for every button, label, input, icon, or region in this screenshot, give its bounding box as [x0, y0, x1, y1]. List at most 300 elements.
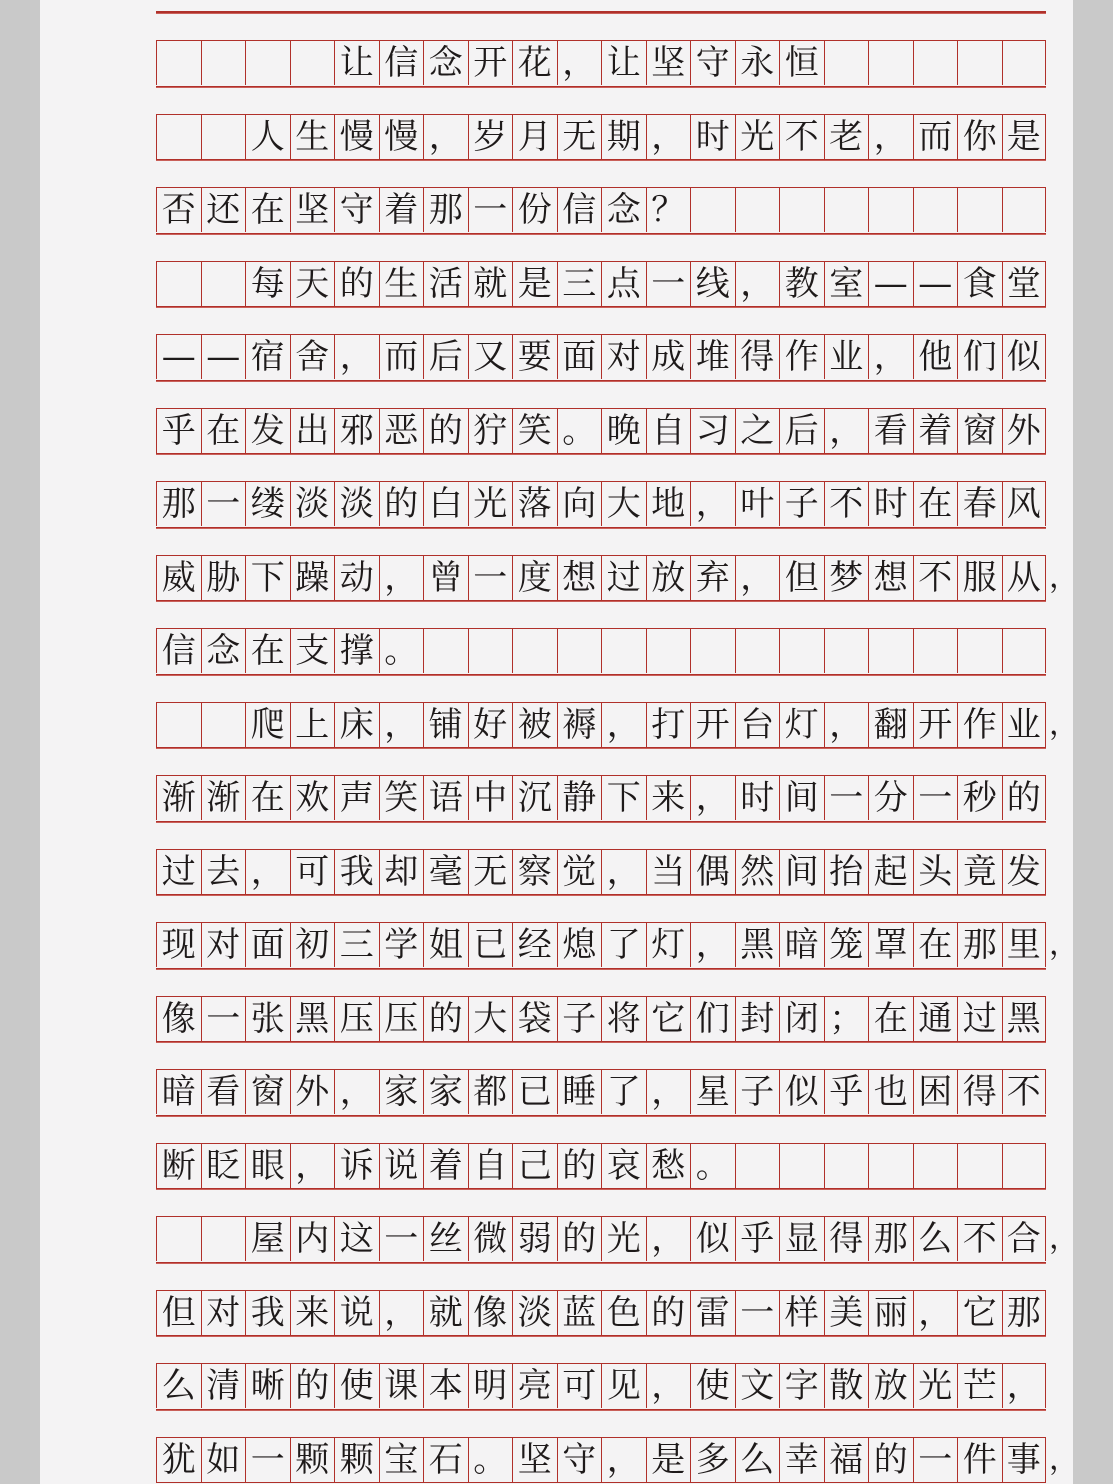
grid-cell: 可	[290, 850, 335, 894]
grid-cell: 使	[334, 1364, 379, 1408]
grid-cell: 的	[423, 997, 468, 1041]
row-spacer	[156, 307, 1046, 335]
grid-cell: 出	[290, 409, 335, 453]
grid-cell: 堆	[690, 335, 735, 379]
grid-cell: 他	[913, 335, 958, 379]
grid-cell: 念	[601, 188, 646, 232]
grid-cell: 起	[868, 850, 913, 894]
row-spacer	[156, 1042, 1046, 1070]
grid-cell: 睡	[557, 1070, 602, 1114]
grid-cell: 似	[1002, 335, 1047, 379]
grid-cell: 天	[290, 262, 335, 306]
grid-cell: 在	[868, 997, 913, 1041]
grid-cell	[957, 1144, 1002, 1188]
grid-cell: 恒	[779, 41, 824, 85]
grid-cell: 窗	[957, 409, 1002, 453]
grid-cell: 使	[690, 1364, 735, 1408]
grid-cell: 暗	[779, 923, 824, 967]
grid-cell: 你	[957, 115, 1002, 159]
grid-cell: 度	[512, 556, 557, 600]
grid-cell: 翻	[868, 703, 913, 747]
grid-cell: 颗	[334, 1438, 379, 1482]
title-row	[156, 13, 1046, 87]
text-row	[156, 1116, 1046, 1190]
row-spacer	[156, 675, 1046, 703]
grid-cell: 里	[1002, 923, 1047, 967]
grid-cell: 过	[156, 850, 201, 894]
cell-strip	[156, 556, 1046, 602]
grid-cell: 室	[824, 262, 869, 306]
grid-cell: 家	[423, 1070, 468, 1114]
grid-cell: 自	[646, 409, 691, 453]
grid-cell: ，	[735, 556, 780, 600]
grid-cell	[690, 188, 735, 232]
grid-cell: 了	[601, 1070, 646, 1114]
grid-cell: 慢	[334, 115, 379, 159]
grid-cell	[1002, 41, 1047, 85]
grid-cell: 春	[957, 482, 1002, 526]
grid-cell: 面	[557, 335, 602, 379]
grid-cell: 但	[779, 556, 824, 600]
grid-cell: 闭	[779, 997, 824, 1041]
grid-cell: 习	[690, 409, 735, 453]
grid-cell: 曾	[423, 556, 468, 600]
grid-cell: 过	[957, 997, 1002, 1041]
grid-cell: 一	[913, 1438, 958, 1482]
grid-cell: 看	[201, 1070, 246, 1114]
grid-cell: 对	[201, 1291, 246, 1335]
grid-cell: 说	[334, 1291, 379, 1335]
grid-cell: 经	[512, 923, 557, 967]
grid-cell: 放	[868, 1364, 913, 1408]
grid-cell: 。	[690, 1144, 735, 1188]
grid-cell: 面	[245, 923, 290, 967]
cell-strip	[156, 115, 1046, 161]
grid-cell: 也	[868, 1070, 913, 1114]
grid-cell: 字	[779, 1364, 824, 1408]
grid-cell: 光	[468, 482, 513, 526]
text-row	[156, 381, 1046, 455]
grid-cell: 发	[245, 409, 290, 453]
grid-cell: 看	[868, 409, 913, 453]
grid-cell: ，	[646, 1070, 691, 1114]
grid-cell: 堂	[1002, 262, 1047, 306]
grid-cell	[824, 629, 869, 673]
grid-cell: 都	[468, 1070, 513, 1114]
grid-cell: 子	[735, 1070, 780, 1114]
cell-strip	[156, 41, 1046, 87]
grid-cell: 的	[423, 409, 468, 453]
grid-cell: 它	[957, 1291, 1002, 1335]
grid-cell: 时	[868, 482, 913, 526]
grid-cell: 的	[557, 1144, 602, 1188]
grid-cell: 笑	[512, 409, 557, 453]
grid-cell: 样	[779, 1291, 824, 1335]
grid-cell: 学	[379, 923, 424, 967]
grid-cell: 弃	[690, 556, 735, 600]
grid-cell	[201, 1217, 246, 1261]
grid-cell	[201, 41, 246, 85]
grid-cell: 觉	[557, 850, 602, 894]
grid-cell: 宝	[379, 1438, 424, 1482]
grid-cell: 成	[646, 335, 691, 379]
grid-cell: 熄	[557, 923, 602, 967]
grid-cell: 躁	[290, 556, 335, 600]
grid-cell: 是	[646, 1438, 691, 1482]
grid-cell: 竟	[957, 850, 1002, 894]
grid-cell: 家	[379, 1070, 424, 1114]
grid-cell: 缕	[245, 482, 290, 526]
grid-cell: 晰	[245, 1364, 290, 1408]
grid-cell: 光	[913, 1364, 958, 1408]
grid-cell: 通	[913, 997, 958, 1041]
text-row	[156, 675, 1079, 749]
row-spacer	[156, 87, 1046, 115]
row-spacer	[156, 454, 1046, 482]
grid-cell: 雷	[690, 1291, 735, 1335]
grid-cell: 们	[957, 335, 1002, 379]
grid-cell: 放	[646, 556, 691, 600]
grid-cell: 花	[512, 41, 557, 85]
grid-cell: 之	[735, 409, 780, 453]
grid-cell: 在	[245, 188, 290, 232]
grid-cell: 抬	[824, 850, 869, 894]
grid-cell: 。	[557, 409, 602, 453]
grid-cell: 业	[824, 335, 869, 379]
grid-cell	[868, 41, 913, 85]
cell-strip	[156, 997, 1046, 1043]
grid-cell: 渐	[156, 776, 201, 820]
grid-cell: 永	[735, 41, 780, 85]
grid-cell: 姐	[423, 923, 468, 967]
grid-cell: 守	[690, 41, 735, 85]
grid-cell: 黑	[1002, 997, 1047, 1041]
cell-strip	[156, 335, 1046, 381]
grid-cell: 亮	[512, 1364, 557, 1408]
grid-cell: ？	[646, 188, 691, 232]
grid-cell: 愁	[646, 1144, 691, 1188]
grid-cell	[512, 629, 557, 673]
text-row	[156, 1410, 1079, 1484]
grid-cell: 间	[779, 850, 824, 894]
grid-cell: 得	[957, 1070, 1002, 1114]
grid-cell: 邪	[334, 409, 379, 453]
grid-cell: 后	[423, 335, 468, 379]
cell-strip	[156, 1217, 1046, 1263]
grid-cell: 来	[290, 1291, 335, 1335]
cell-strip	[156, 629, 1046, 675]
grid-cell: 舍	[290, 335, 335, 379]
grid-cell: 件	[957, 1438, 1002, 1482]
text-row	[156, 895, 1079, 969]
cell-strip	[156, 409, 1046, 455]
grid-cell: 得	[735, 335, 780, 379]
grid-cell: 而	[913, 115, 958, 159]
grid-cell: 着	[379, 188, 424, 232]
grid-cell: 想	[868, 556, 913, 600]
grid-cell: 线	[690, 262, 735, 306]
grid-cell: 被	[512, 703, 557, 747]
grid-cell: 秒	[957, 776, 1002, 820]
grid-cell: 得	[824, 1217, 869, 1261]
grid-cell: 又	[468, 335, 513, 379]
grid-cell: 屋	[245, 1217, 290, 1261]
grid-cell: 乎	[156, 409, 201, 453]
grid-cell: 在	[201, 409, 246, 453]
grid-cell: 罩	[868, 923, 913, 967]
grid-cell: ，	[379, 556, 424, 600]
grid-cell: 的	[379, 482, 424, 526]
cell-strip	[156, 482, 1046, 528]
grid-cell: 否	[156, 188, 201, 232]
grid-cell	[957, 41, 1002, 85]
row-spacer	[156, 528, 1046, 556]
grid-cell: 一	[824, 776, 869, 820]
grid-cell: 可	[557, 1364, 602, 1408]
text-row	[156, 454, 1046, 528]
grid-cell: 笑	[379, 776, 424, 820]
grid-cell: 如	[201, 1438, 246, 1482]
grid-cell: ，	[379, 703, 424, 747]
grid-cell	[156, 1217, 201, 1261]
grid-cell: ，	[646, 1217, 691, 1261]
grid-cell: 月	[512, 115, 557, 159]
row-spacer	[156, 381, 1046, 409]
grid-cell	[913, 1144, 958, 1188]
grid-cell	[646, 629, 691, 673]
grid-cell: 后	[779, 409, 824, 453]
grid-cell	[156, 115, 201, 159]
grid-cell: 时	[735, 776, 780, 820]
grid-cell: 每	[245, 262, 290, 306]
grid-cell	[423, 629, 468, 673]
grid-cell: 开	[468, 41, 513, 85]
grid-cell: 时	[690, 115, 735, 159]
grid-cell: 守	[557, 1438, 602, 1482]
notebook-page	[40, 0, 1079, 1484]
grid-cell: 的	[646, 1291, 691, 1335]
grid-cell: 褥	[557, 703, 602, 747]
grid-cell: ，	[690, 482, 735, 526]
grid-cell: 内	[290, 1217, 335, 1261]
grid-cell: 微	[468, 1217, 513, 1261]
grid-cell: 淡	[512, 1291, 557, 1335]
grid-cell: 芒	[957, 1364, 1002, 1408]
manuscript-grid	[156, 11, 1079, 1483]
grid-cell: ，	[557, 41, 602, 85]
grid-cell: 犹	[156, 1438, 201, 1482]
text-row	[156, 822, 1046, 896]
grid-cell: 么	[735, 1438, 780, 1482]
grid-cell	[1002, 629, 1047, 673]
grid-cell: 在	[913, 923, 958, 967]
grid-cell	[290, 41, 335, 85]
grid-cell: ，	[824, 703, 869, 747]
grid-cell: 一	[201, 997, 246, 1041]
grid-cell: 想	[557, 556, 602, 600]
grid-cell: 活	[423, 262, 468, 306]
grid-cell: ，	[601, 850, 646, 894]
grid-cell: —	[868, 262, 913, 306]
grid-cell: ，	[423, 115, 468, 159]
grid-cell: 胁	[201, 556, 246, 600]
grid-cell: ，	[601, 1438, 646, 1482]
text-row	[156, 160, 1046, 234]
grid-cell: 我	[334, 850, 379, 894]
grid-cell: 然	[735, 850, 780, 894]
row-spacer	[156, 1410, 1046, 1438]
grid-cell: 现	[156, 923, 201, 967]
grid-cell: 察	[512, 850, 557, 894]
grid-cell: 三	[557, 262, 602, 306]
grid-cell	[201, 115, 246, 159]
grid-cell: 去	[201, 850, 246, 894]
grid-cell: 在	[245, 629, 290, 673]
grid-cell: 不	[779, 115, 824, 159]
cell-strip	[156, 1364, 1046, 1410]
grid-cell: 外	[1002, 409, 1047, 453]
grid-cell: —	[156, 335, 201, 379]
grid-cell	[201, 262, 246, 306]
grid-cell: 清	[201, 1364, 246, 1408]
grid-cell: 一	[379, 1217, 424, 1261]
grid-cell: 将	[601, 997, 646, 1041]
grid-cell: —	[201, 335, 246, 379]
grid-cell: 那	[1002, 1291, 1047, 1335]
grid-cell: 中	[468, 776, 513, 820]
grid-cell: 一	[245, 1438, 290, 1482]
grid-cell: 岁	[468, 115, 513, 159]
grid-cell: 这	[334, 1217, 379, 1261]
grid-cell: 支	[290, 629, 335, 673]
row-spacer	[156, 601, 1046, 629]
grid-cell: 事	[1002, 1438, 1047, 1482]
grid-cell: ，	[646, 115, 691, 159]
grid-cell: 向	[557, 482, 602, 526]
grid-cell: 色	[601, 1291, 646, 1335]
grid-cell: 作	[779, 335, 824, 379]
grid-cell: 的	[334, 262, 379, 306]
grid-cell: 开	[690, 703, 735, 747]
grid-cell: 作	[957, 703, 1002, 747]
grid-cell: 福	[824, 1438, 869, 1482]
grid-cell: ，	[868, 115, 913, 159]
cell-strip	[156, 188, 1046, 234]
grid-cell: 间	[779, 776, 824, 820]
grid-cell: 的	[1002, 776, 1047, 820]
grid-cell: 来	[646, 776, 691, 820]
grid-cell: 的	[557, 1217, 602, 1261]
grid-cell: 是	[512, 262, 557, 306]
grid-cell	[779, 188, 824, 232]
grid-cell: 就	[423, 1291, 468, 1335]
grid-cell: 黑	[290, 997, 335, 1041]
grid-cell: 着	[423, 1144, 468, 1188]
grid-cell: 下	[601, 776, 646, 820]
text-row	[156, 1189, 1079, 1263]
grid-cell: 散	[824, 1364, 869, 1408]
grid-cell: ，	[646, 1364, 691, 1408]
grid-cell: 丝	[423, 1217, 468, 1261]
grid-cell: 的	[290, 1364, 335, 1408]
grid-cell: 还	[201, 188, 246, 232]
grid-cell: 人	[245, 115, 290, 159]
grid-cell: 宿	[245, 335, 290, 379]
grid-cell: 张	[245, 997, 290, 1041]
grid-cell: 们	[690, 997, 735, 1041]
grid-cell: 分	[868, 776, 913, 820]
text-row	[156, 87, 1046, 161]
grid-cell: 好	[468, 703, 513, 747]
grid-cell	[201, 703, 246, 747]
grid-cell: 声	[334, 776, 379, 820]
grid-cell: 上	[290, 703, 335, 747]
grid-cell: 恶	[379, 409, 424, 453]
grid-cell: 见	[601, 1364, 646, 1408]
text-row	[156, 1042, 1046, 1116]
grid-cell: 狞	[468, 409, 513, 453]
grid-cell: 那	[957, 923, 1002, 967]
text-row	[156, 307, 1046, 381]
grid-cell: 守	[334, 188, 379, 232]
grid-cell: 让	[601, 41, 646, 85]
grid-cell	[1002, 188, 1047, 232]
grid-cell: 已	[512, 1070, 557, 1114]
cell-strip	[156, 923, 1046, 969]
grid-cell: 教	[779, 262, 824, 306]
grid-cell: 业	[1002, 703, 1047, 747]
grid-cell: 对	[601, 335, 646, 379]
row-spacer	[156, 1116, 1046, 1144]
grid-cell: 爬	[245, 703, 290, 747]
grid-cell: 着	[913, 409, 958, 453]
grid-cell: 幸	[779, 1438, 824, 1482]
grid-cell: 那	[156, 482, 201, 526]
cell-strip	[156, 1438, 1046, 1484]
grid-cell	[957, 629, 1002, 673]
grid-cell: 不	[957, 1217, 1002, 1261]
cell-strip	[156, 703, 1046, 749]
grid-cell: 一	[913, 776, 958, 820]
grid-cell: 不	[913, 556, 958, 600]
grid-cell	[868, 1144, 913, 1188]
grid-cell: 光	[601, 1217, 646, 1261]
row-spacer	[156, 160, 1046, 188]
grid-cell: 服	[957, 556, 1002, 600]
grid-cell: 窗	[245, 1070, 290, 1114]
grid-cell: ，	[690, 923, 735, 967]
grid-cell: 似	[779, 1070, 824, 1114]
grid-cell: 么	[913, 1217, 958, 1261]
grid-cell: 子	[779, 482, 824, 526]
grid-cell: 慢	[379, 115, 424, 159]
grid-cell: ，	[601, 703, 646, 747]
grid-cell: 封	[735, 997, 780, 1041]
row-spacer	[156, 895, 1046, 923]
grid-cell: 渐	[201, 776, 246, 820]
grid-cell: 台	[735, 703, 780, 747]
grid-cell	[156, 41, 201, 85]
grid-cell: 一	[646, 262, 691, 306]
grid-cell: 对	[201, 923, 246, 967]
grid-cell: 本	[423, 1364, 468, 1408]
text-row	[156, 748, 1046, 822]
grid-cell	[913, 41, 958, 85]
grid-cell: 初	[290, 923, 335, 967]
grid-cell: 么	[156, 1364, 201, 1408]
grid-cell: 信	[156, 629, 201, 673]
grid-cell: 却	[379, 850, 424, 894]
